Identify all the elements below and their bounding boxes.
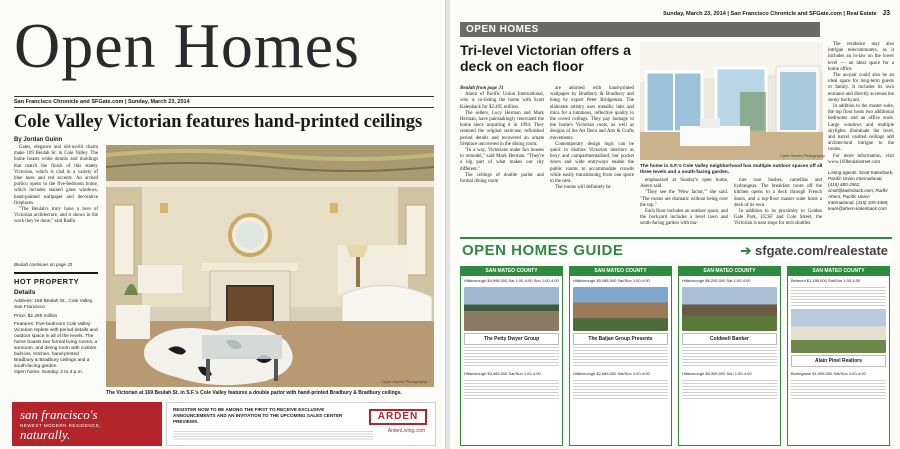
listing-fine-print	[573, 347, 668, 367]
listing-text[interactable]: Belmont $1,195,000 Sat/Sun 1:00-4:00	[791, 278, 861, 283]
county-column	[678, 266, 781, 446]
living-room-photo	[106, 145, 434, 387]
article-col-5	[828, 42, 894, 168]
guide-url-link[interactable]	[741, 243, 888, 259]
detail-open-home: Open home: Sunday, 2 to 4 p.m.	[14, 370, 83, 375]
bedroom-image	[640, 42, 823, 160]
body-paragraph: are adorned with hand-printed wallpaper by Bradbury & Bradbury and hung by expert Peter Bridgeman. The elaborate artistry uses metallic inks and mica for a luminous, reflective quality to the coved ceilings. They pay homage to the home's Victorian roots, as well as designs of the Art Deco and Arts & Crafts movements.	[550, 86, 634, 141]
agent-box: Alain Pinel Realtors	[791, 355, 886, 367]
listing-text[interactable]: Hillsborough $3,985,000 Sat/Sun 1:00-4:00	[464, 371, 541, 376]
ad-arden[interactable]	[166, 402, 436, 446]
agent-box: Coldwell Banker	[682, 333, 777, 345]
photo-credit-right: Open Homes Photography	[780, 154, 825, 158]
body-paragraph: The sellers, Lucy Herman and Mark Herman, have painstakingly renovated the home since acquiring it in 1994. They restored the original staircase, refinished period details and recovered an ornate fireplace uncovered in the dining room.	[460, 110, 544, 147]
listing-text[interactable]: Hillsborough $6,295,000 Sat 1:00-4:00	[682, 278, 751, 283]
article-col-3	[640, 178, 728, 234]
body-paragraph: The au-pair could also be an ideal space for long-term guests or family. It includes its own entrance and directly accesses the sunny backyard.	[828, 73, 894, 103]
guide-title: OPEN HOMES GUIDE	[462, 242, 624, 259]
article-body	[14, 145, 98, 261]
county-header: SAN MATEO COUNTY	[461, 267, 562, 276]
dateline: San Francisco Chronicle and SFGate.com | Sunday, March 23, 2014	[14, 96, 434, 108]
article-col-1	[460, 86, 544, 236]
county-header: SAN MATEO COUNTY	[570, 267, 671, 276]
body-paragraph: Contemporary design logic can be quick to dismiss Victorian interiors as boxy and compartmentalized, but pocket doors and wide entryways enable the public rooms to accommodate crowds while easily transitioning from one space to the next.	[550, 141, 634, 185]
body-paragraph: In addition to its proximity to Golden Gate Park, UCSF and Cole Street, the Victorian is near stops for tech shuttles.	[734, 209, 822, 227]
body-paragraph: The residence may also intrigue telecommuters, as it includes an in-law on the lower level — an ideal space for a home office.	[828, 42, 894, 72]
county-header: SAN MATEO COUNTY	[788, 267, 889, 276]
headline-right[interactable]: Tri-level Victorian offers a deck on each floor	[460, 42, 631, 75]
byline: By Jordan Guinn	[14, 137, 63, 143]
listing-text[interactable]: Hillsborough $8,395,000 Sun 1:00-4:00	[682, 371, 752, 376]
hot-property-header: HOT PROPERTY	[14, 272, 98, 286]
listing-fine-print	[573, 380, 668, 400]
listing-text[interactable]: Burlingame $1,498,000 Sat/Sun 1:00-4:00	[791, 371, 866, 376]
listing-fine-print	[464, 380, 559, 400]
county-column	[569, 266, 672, 446]
county-column	[460, 266, 563, 446]
listing-text[interactable]: Hillsborough $2,685,000 Sat/Sun 1:00-4:00	[573, 371, 650, 376]
body-paragraph: Each floor includes an outdoor space, and the backyard includes a level lawn and south-facing garden with ma-	[640, 209, 728, 227]
listing-fine-print	[682, 347, 777, 367]
photo-caption: The Victorian at 169 Beulah St. in S.F.'s Cole Valley features a double parlor with hand-printed Bradbury & Bradbury ceilings.	[106, 390, 402, 396]
ad-fine-print	[173, 431, 373, 441]
ad-line-1: san francisco's	[20, 407, 98, 422]
body-paragraph: In addition to the master suite, the top floor hosts two additional bedrooms and an office nook. Large windows and multiple skylights illuminate the level, and barrel vaulted ceilings add architectural intrigue to the rooms.	[828, 104, 894, 153]
page-number: J3	[882, 10, 890, 17]
house-photo	[682, 287, 777, 331]
open-homes-guide-header	[460, 237, 892, 261]
photo-credit: Open Homes Photography	[382, 380, 427, 384]
dateline-right	[663, 10, 890, 17]
body-paragraph: The ceilings of double parlor and formal dining room	[460, 172, 544, 185]
house-photo	[573, 287, 668, 331]
arrow-icon: ➔	[740, 243, 756, 258]
house-photo	[464, 287, 559, 331]
county-column	[787, 266, 890, 446]
ad-line-2: NEWEST MODERN RESIDENCE,	[20, 423, 102, 428]
agent-box: The Baljan Group Presents	[573, 333, 668, 345]
masthead: Open Homes	[14, 10, 360, 81]
article-col-4	[734, 178, 822, 234]
listing-fine-print	[682, 380, 777, 400]
section-header: OPEN HOMES	[460, 22, 820, 37]
body-paragraph: emphasized at Sunday's open home, Ahern said.	[640, 178, 728, 190]
listing-agents: Listing agents: Scott Kalenback, Pacific Union International, (415) 480-2562, scott@kalenback.com; Radhi Ahern, Pacific Union International, (415) 335-4485, team@ahern-kalenback.com	[828, 170, 894, 211]
ad-san-francisco[interactable]	[12, 402, 162, 446]
headline[interactable]: Cole Valley Victorian features hand-printed ceilings	[14, 112, 423, 132]
body-paragraph: Gates, elegance and old-world charm make 169 Beulah St. in Cole Valley. The home boasts white dentils and moldings that match the finish of this stately Victorian, which is clad in a variety of blue hues and red accents. An arched portico opens to the five-bedroom home, which includes stained glass windows, hand-painted wallpaper and decorative fireplaces.	[14, 145, 98, 206]
body-paragraph: Ahern of Pacific Union International, who is co-listing the home with Scott Kalenback for $2.495 million.	[460, 92, 544, 110]
agent-box: The Petty Dwyer Group	[464, 333, 559, 345]
left-page	[0, 0, 446, 449]
listing-text[interactable]: Hillsborough $5,088,000 Sat/Sun 1:00-4:00	[573, 278, 650, 283]
dateline-text: Sunday, March 23, 2014 | San Francisco Chronicle and SFGate.com | Real Estate	[663, 11, 877, 17]
detail-price: Price: $2.495 million	[14, 314, 58, 319]
body-paragraph: "They see the 'Wow factor,'" she said. "The rooms are dramatic without being over the top."	[640, 190, 728, 208]
listing-fine-print	[791, 287, 886, 307]
detail-address: Address: 169 Beulah St., Cole Valley, San Francisco	[14, 299, 94, 310]
article-col-2	[550, 86, 634, 236]
house-photo	[791, 309, 886, 353]
detail-features: Features: Five-bedroom Cole Valley Victorian replete with period details and outdoor space in all of the levels. The home boasts two formal living rooms, a sunroom, and dining room with custom built-ins. Kitchen, hand-printed Bradbury & Bradbury ceilings and a south-facing garden.	[14, 322, 98, 369]
body-paragraph: "The Beulah's truly have a love of Victorian architecture, and it shows in the work they've done," said Radhi	[14, 207, 98, 225]
body-paragraph: "In a way, Victorians make fun houses to remodel," said Mark Herman. "They're a big part of what makes our city different."	[460, 148, 544, 172]
details-title: Details	[14, 289, 36, 296]
continued-from: Beulah from page J1	[460, 86, 504, 91]
ad-url-link[interactable]: ArdenLiving.com	[387, 428, 425, 434]
county-header: SAN MATEO COUNTY	[679, 267, 780, 276]
body-paragraph: ture rose bushes, camellias and hydrangeas. The breakfast room off the kitchen opens to a deck through French doors, and a top-floor master suite hosts a deck of its own.	[734, 178, 822, 208]
guide-url-text: sfgate.com/realestate	[755, 243, 888, 258]
body-paragraph[interactable]: For more information, visit www.169beulahstreet.com	[828, 153, 894, 165]
bedroom-photo	[640, 42, 823, 160]
listing-fine-print	[791, 380, 886, 400]
living-room-image	[106, 145, 434, 387]
right-page	[450, 0, 900, 449]
listing-fine-print	[464, 347, 559, 367]
arden-logo: ARDEN	[369, 409, 427, 425]
continued-note[interactable]: Beulah continues on page J3	[14, 262, 73, 267]
ad-line-3: naturally.	[20, 427, 71, 442]
body-paragraph: The rooms will definitely be	[555, 185, 611, 191]
ad-register-text: REGISTER NOW TO BE AMONG THE FIRST TO RECEIVE EXCLUSIVE ANNOUNCEMENTS AND AN INVITATION TO THE UPCOMING SALES CENTER PREVIEWS.	[173, 407, 343, 424]
photo-caption-right: The home in S.F.'s Cole Valley neighborhood has multiple outdoor spaces off all three levels and a south-facing garden.	[640, 164, 823, 175]
listing-text[interactable]: Hillsborough $4,998,000 Sat 1:00-4:00 Sun 1:00-4:00	[464, 278, 559, 283]
